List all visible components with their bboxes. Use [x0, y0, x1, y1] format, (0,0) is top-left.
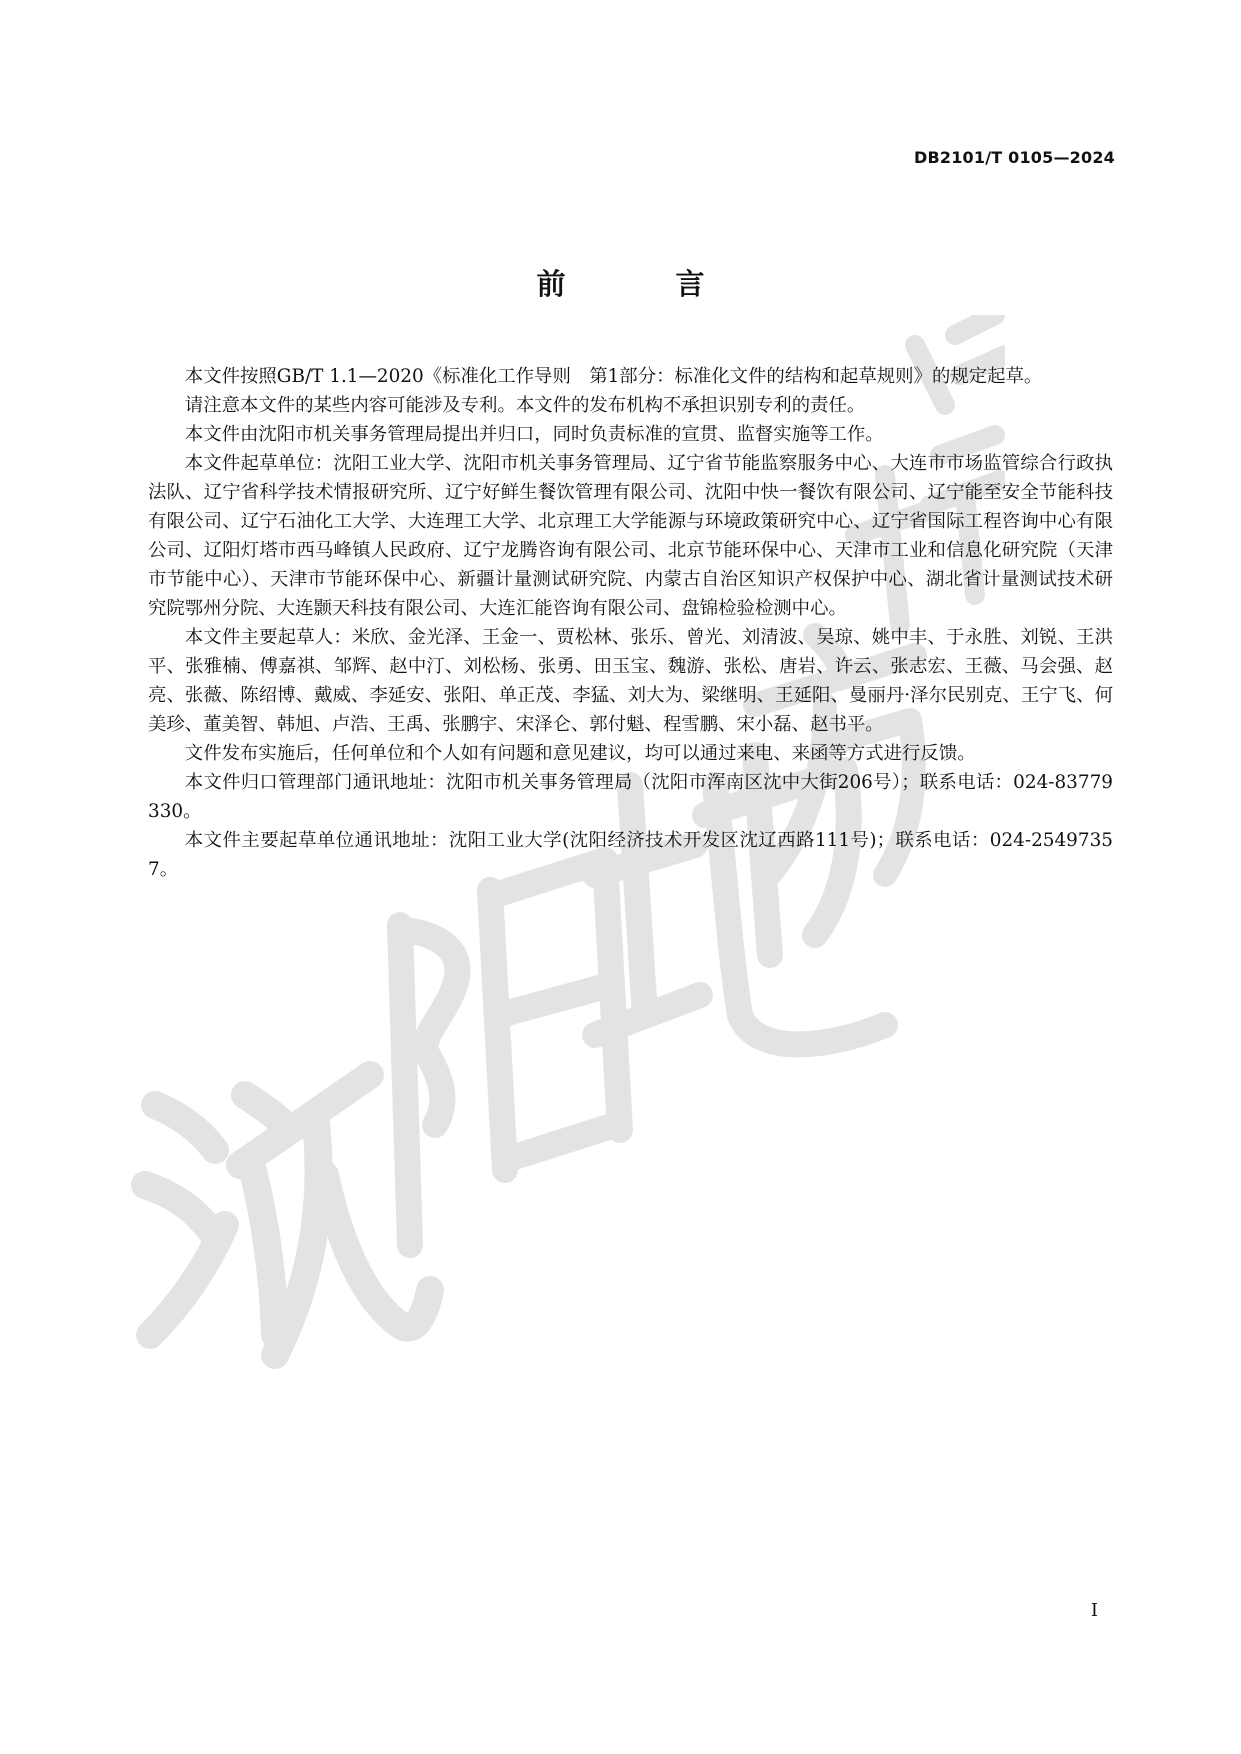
paragraph-proposer: 本文件由沈阳市机关事务管理局提出并归口，同时负责标准的宣贯、监督实施等工作。 — [184, 424, 884, 445]
paragraph-drafters: 本文件主要起草人：米欣、金光泽、王金一、贾松林、张乐、曾光、刘清波、吴琼、姚中丰、于永胜、刘锐、王洪平、张雅楠、傅嘉祺、邹辉、赵中汀、刘松杨、张勇、田玉宝、魏游、张松、唐岩、许云、张志宏、王薇、马会强、赵亮、张薇、陈绍博、戴威、李延安、张阳、单正茂、李猛、刘大为、梁继明、王延阳、曼丽丹·泽尔民别克、王宁飞、何美珍、董美智、韩旭、卢浩、王禹、张鹏宇、宋泽仑、郭付魁、程雪鹏、宋小磊、赵书平。 — [148, 627, 1113, 735]
page-number: I — [1090, 1600, 1098, 1621]
watermark-char-yang — [400, 860, 620, 1245]
page-title: 前 言 — [536, 267, 755, 301]
paragraph-patent-notice: 请注意本文件的某些内容可能涉及专利。本文件的发布机构不承担识别专利的责任。 — [184, 395, 866, 416]
preface-body — [148, 362, 1113, 884]
document-code: DB2101/T 0105—2024 — [914, 148, 1115, 167]
paragraph-management-address: 本文件归口管理部门通讯地址：沈阳市机关事务管理局（沈阳市浑南区沈中大街206号）；联系电话：024-83779330。 — [148, 772, 1113, 822]
watermark-char-shen — [145, 1075, 430, 1355]
paragraph-feedback: 文件发布实施后，任何单位和个人如有问题和意见建议，均可以通过来电、来函等方式进行反馈。 — [184, 743, 976, 764]
paragraph-drafting-rule: 本文件按照GB/T 1.1—2020《标准化工作导则 第1部分：标准化文件的结构和起草规则》的规定起草。 — [184, 366, 1043, 387]
paragraph-drafting-unit-address: 本文件主要起草单位通讯地址：沈阳工业大学(沈阳经济技术开发区沈辽西路111号)；联系电话：024-25497357。 — [148, 830, 1113, 880]
paragraph-drafting-units: 本文件起草单位：沈阳工业大学、沈阳市机关事务管理局、辽宁省节能监察服务中心、大连市市场监管综合行政执法队、辽宁省科学技术情报研究所、辽宁好鲜生餐饮管理有限公司、沈阳中快一餐饮有限公司、辽宁能至安全节能科技有限公司、辽宁石油化工大学、大连理工大学、北京理工大学能源与环境政策研究中心、辽宁省国际工程咨询中心有限公司、辽阳灯塔市西马峰镇人民政府、辽宁龙腾咨询有限公司、北京节能环保中心、天津市工业和信息化研究院（天津市节能中心）、天津市节能环保中心、新疆计量测试研究院、内蒙古自治区知识产权保护中心、湖北省计量测试技术研究院鄂州分院、大连颢天科技有限公司、大连汇能咨询有限公司、盘锦检验检测中心。 — [148, 453, 1113, 619]
